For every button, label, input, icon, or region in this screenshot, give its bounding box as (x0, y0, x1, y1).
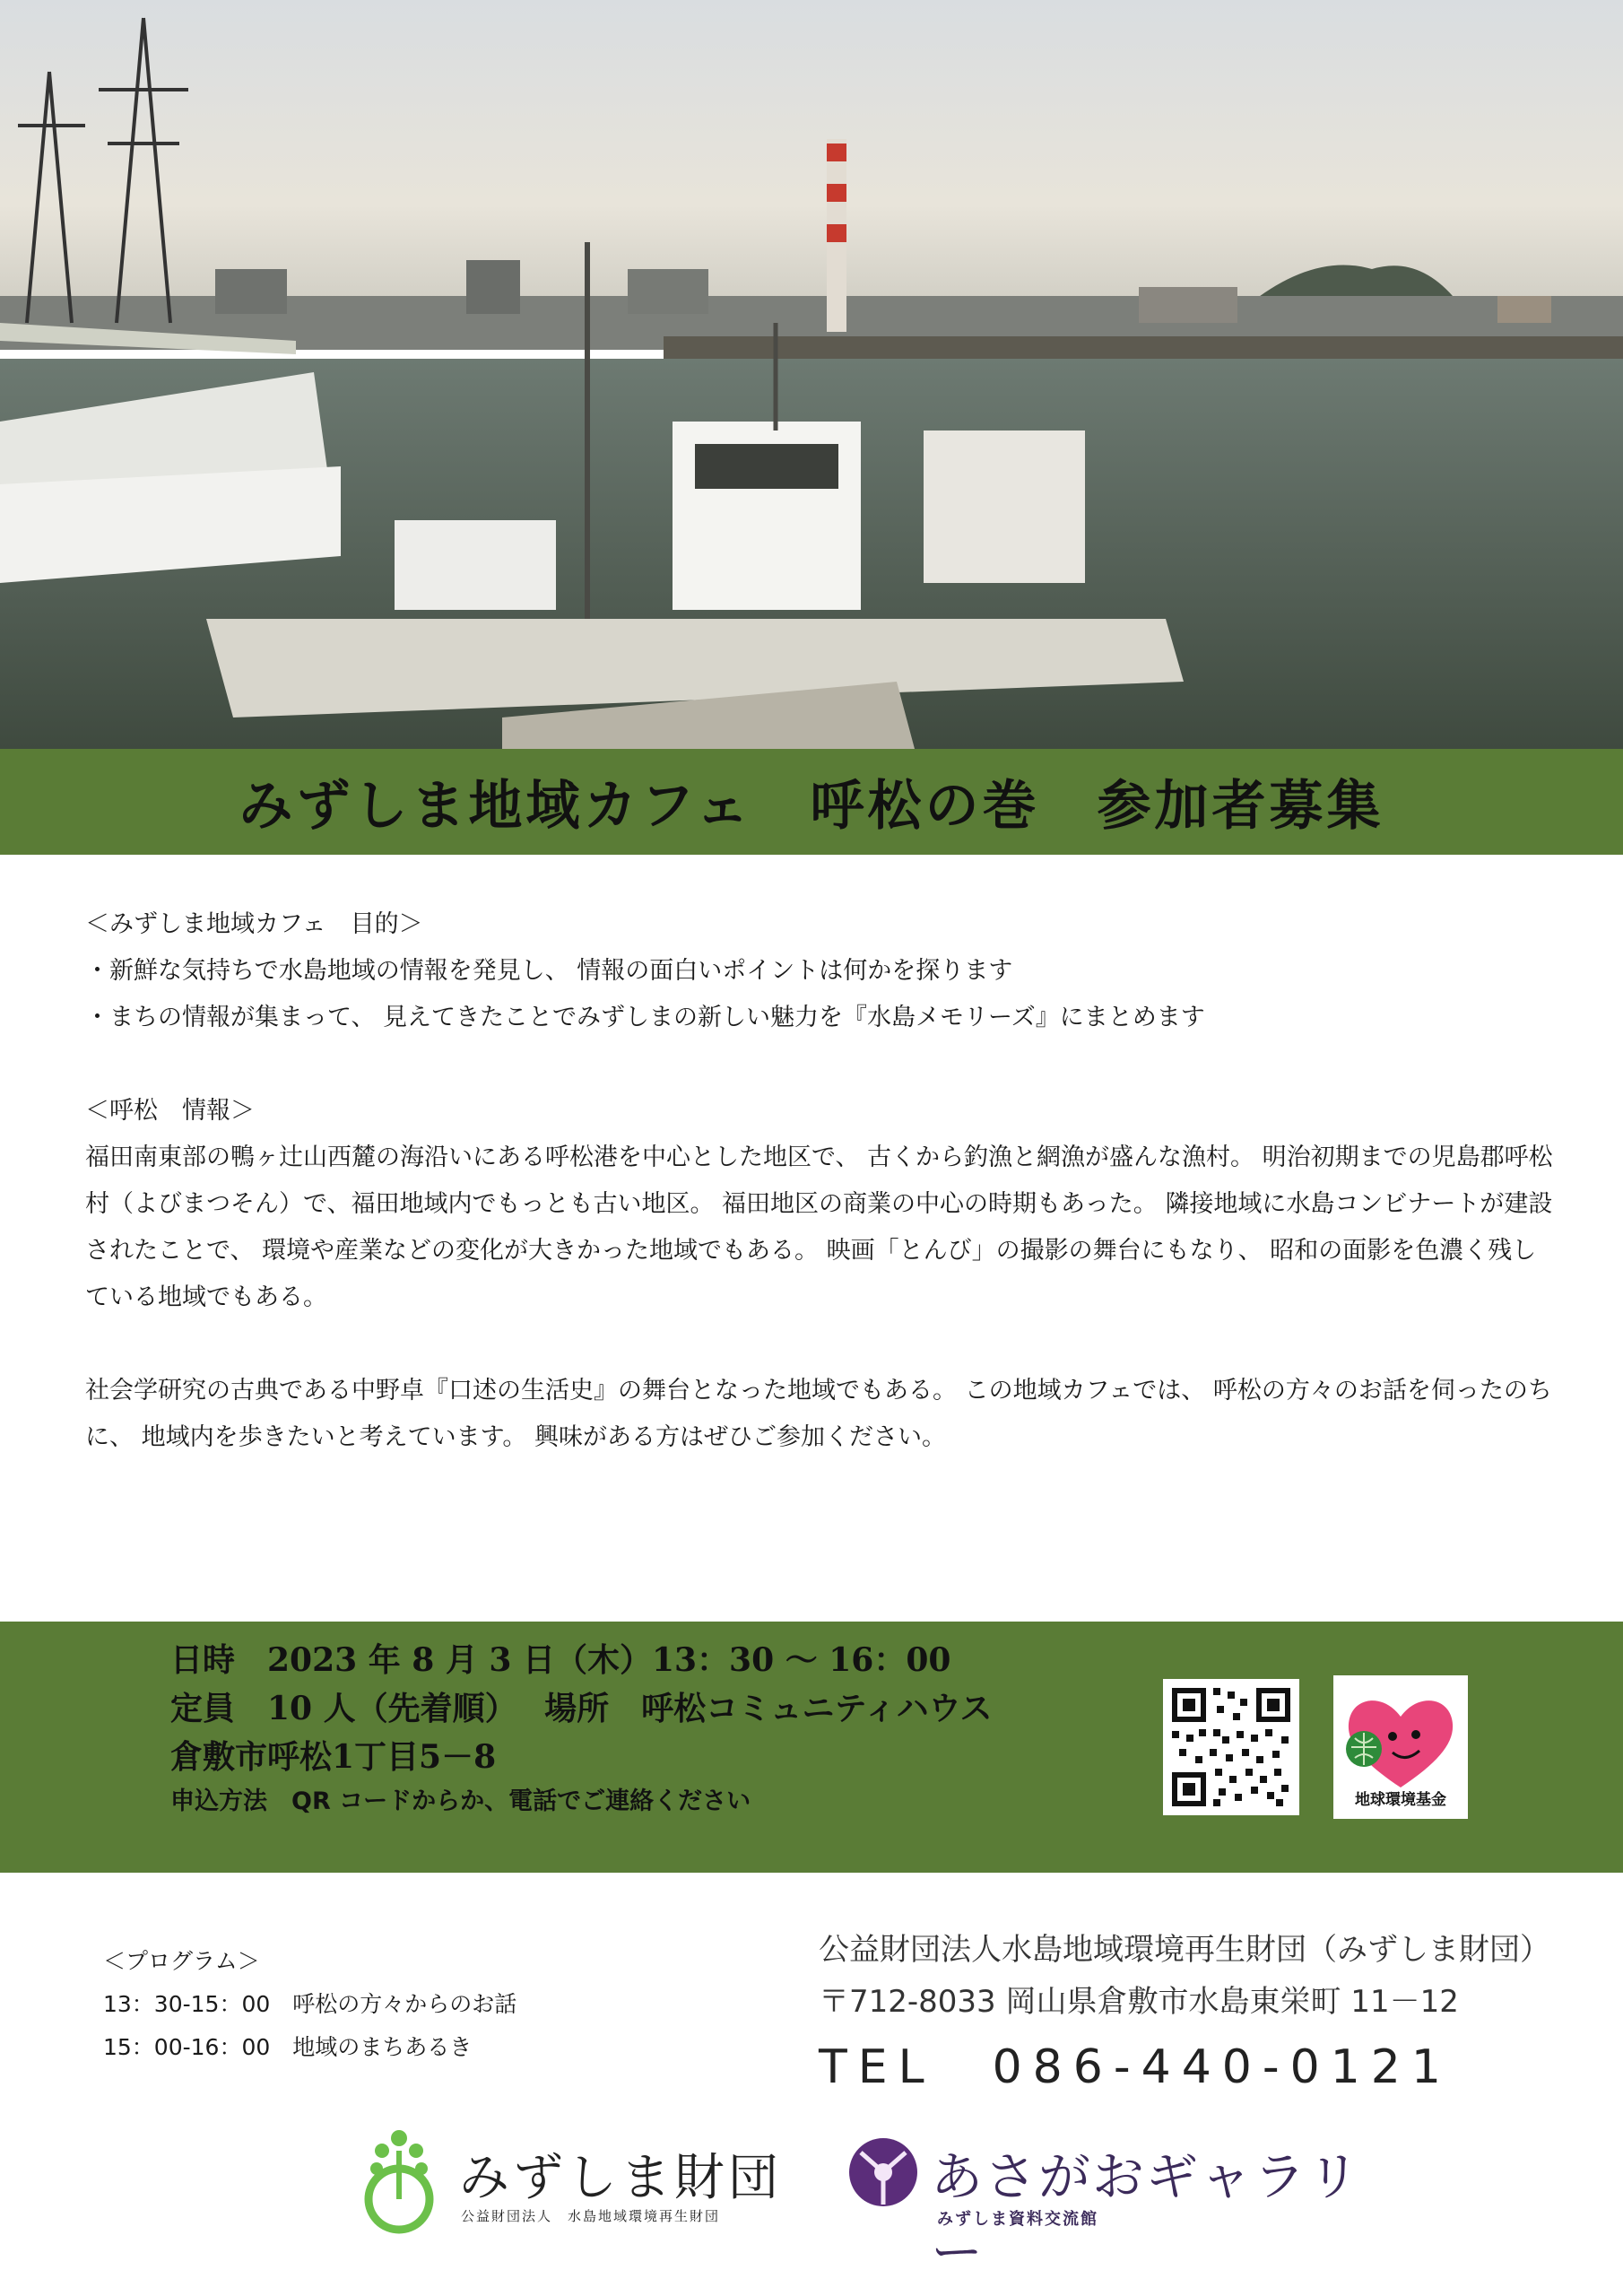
harbor-photo (0, 0, 1623, 749)
program-heading: ＜プログラム＞ (103, 1948, 260, 1974)
event-band (0, 1622, 1623, 1873)
mizushima-name: みずしま財団 (459, 2149, 782, 2207)
global-environment-fund-logo (1333, 1675, 1468, 1819)
title-band (0, 749, 1623, 855)
purpose-item-1: ・新鮮な気持ちで水島地域の情報を発見し、 情報の面白いポイントは何かを探ります (85, 957, 1013, 985)
sprout-icon (359, 2124, 439, 2240)
asagao-gallery-logo (843, 2127, 1381, 2283)
contact-address: 〒712-8033 岡山県倉敷市水島東栄町 11－12 (819, 1984, 1459, 2020)
info-heading: ＜呼松 情報＞ (85, 1097, 255, 1125)
event-address: 倉敷市呼松1丁目5－8 (170, 1738, 497, 1776)
info-paragraph-1: 福田南東部の鴨ヶ辻山西麓の海沿いにある呼松港を中心とした地区で、 古くから釣漁と網漁が盛んな漁村。 明治初期までの児島郡呼松村（よびまつそん）で、福田地域内でもっとも古い地区。 福田地区の商業の中心の時期もあった。 隣接地域に水島コンビナートが建設されたことで、 環境や産業などの変化が大きかった地域でもある。 映画「とんび」の撮影の舞台にもなり、 昭和の面影を色濃く残している地域でもある。 (85, 1144, 1553, 1311)
info-paragraph-2: 社会学研究の古典である中野卓『口述の生活史』の舞台となった地域でもある。 この地域カフェでは、 呼松の方々のお話を伺ったのちに、 地域内を歩きたいと考えています。 興味がある方はぜひご参加ください。 (85, 1377, 1552, 1451)
page-title: みずしま地域カフェ 呼松の巻 参加者募集 (239, 775, 1384, 838)
body-text (85, 901, 1556, 1461)
asagao-sub: みずしま資料交流館 (937, 2210, 1098, 2229)
morning-glory-icon (843, 2127, 924, 2226)
contact (819, 1924, 1550, 2103)
event-details (170, 1636, 993, 1822)
asagao-name: あさがおギャラリー (931, 2146, 1362, 2283)
program-item-1: 13：30-15：00 呼松の方々からのお話 (103, 1991, 517, 2017)
program (103, 1940, 516, 2069)
mizushima-foundation-logo (359, 2124, 789, 2240)
event-apply: 申込方法 QR コードからか、電話でご連絡ください (170, 1787, 751, 1815)
mizushima-sub: 公益財団法人 水島地域環境再生財団 (461, 2208, 721, 2224)
event-datetime: 日時 2023 年 8 月 3 日（木）13：30 ～ 16：00 (170, 1641, 951, 1679)
purpose-item-2: ・まちの情報が集まって、 見えてきたことでみずしまの新しい魅力を『水島メモリーズ』にまとめます (85, 1004, 1205, 1031)
purpose-heading: ＜みずしま地域カフェ 目的＞ (85, 910, 423, 938)
contact-tel[interactable]: TEL 086-440-0121 (819, 2040, 1452, 2094)
event-capacity-place: 定員 10 人（先着順） 場所 呼松コミュニティハウス (170, 1690, 993, 1727)
fund-label: 地球環境基金 (1355, 1791, 1446, 1809)
program-item-2: 15：00-16：00 地域のまちあるき (103, 2034, 473, 2060)
qr-code[interactable] (1163, 1679, 1299, 1815)
contact-org: 公益財団法人水島地域環境再生財団（みずしま財団） (819, 1932, 1550, 1968)
